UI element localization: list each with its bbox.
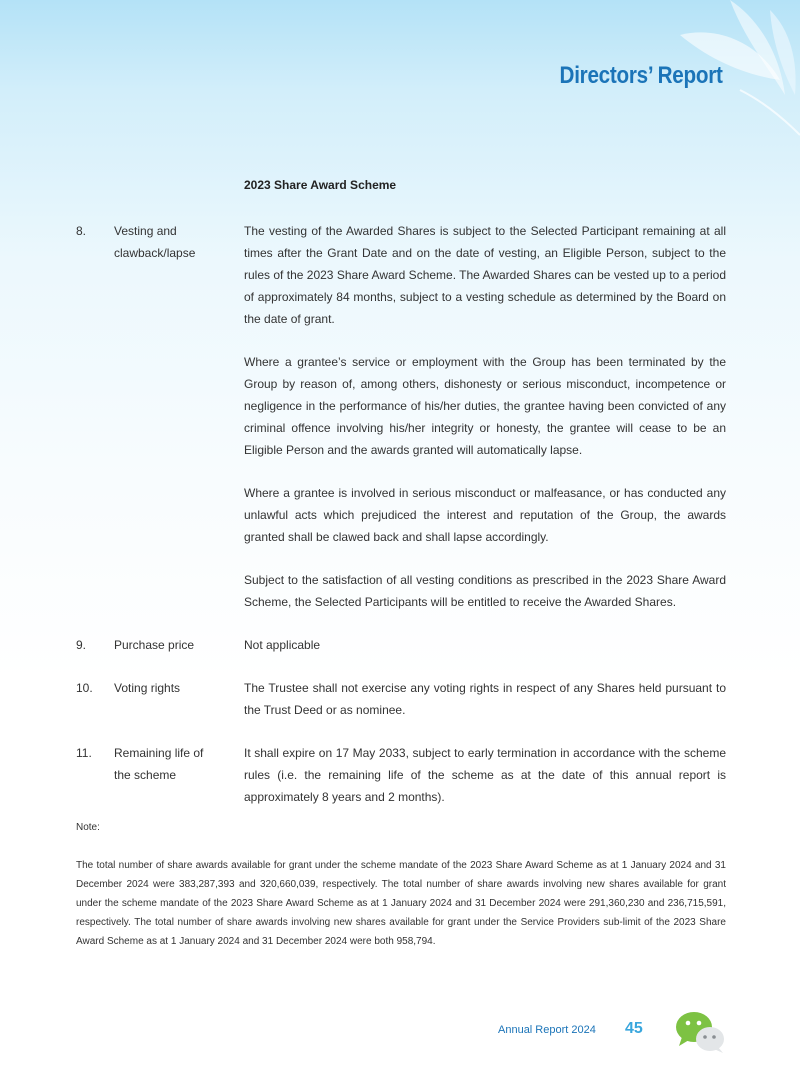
list-item (76, 220, 726, 613)
item-number: 9. (76, 638, 87, 652)
item-number: 11. (76, 746, 92, 760)
note-label: Note: (76, 822, 100, 833)
list-item (76, 677, 726, 721)
item-paragraph: Where a grantee is involved in serious misconduct or malfeasance, or has conducted any unlawful acts which prejudiced the interest and reputation of the Group, the awards granted shall be clawed back and shall lapse accordingly. (244, 486, 726, 544)
wechat-logo-icon (674, 1010, 726, 1054)
item-label: Vesting and clawback/lapse (114, 224, 196, 260)
list-item (76, 634, 726, 656)
item-paragraph: Where a grantee’s service or employment with the Group has been terminated by the Group by reason of, among others, dishonesty or serious misconduct, incompetence or negligence in the performance of his/her duties, the grantee having been convicted of any criminal offence involving his/her integrity or honesty, the grantee will cease to be an Eligible Person and the awards granted will automatically lapse. (244, 355, 726, 457)
item-body (244, 742, 726, 808)
page-title: Directors’ Report (559, 62, 723, 89)
item-paragraph: Subject to the satisfaction of all vesting conditions as prescribed in the 2023 Share Award Scheme, the Selected Participants will be entitled to receive the Awarded Shares. (244, 573, 726, 609)
footer-report-label: Annual Report 2024 (498, 1024, 596, 1036)
item-label: Purchase price (114, 638, 195, 652)
list-item (76, 742, 726, 808)
item-paragraph: The vesting of the Awarded Shares is subject to the Selected Participant remaining at all times after the Grant Date and on the date of vesting, an Eligible Person, subject to the rules of the 2023 Share Award Scheme. The Awarded Shares can be vested up to a period of approximately 84 months, subject to a vesting schedule as determined by the Board on the date of grant. (244, 224, 726, 326)
scheme-items-list (76, 220, 726, 829)
item-paragraph: It shall expire on 17 May 2033, subject to early termination in accordance with the scheme rules (i.e. the remaining life of the scheme as at the date of this annual report is approximately 8 years and 2 months). (244, 746, 726, 804)
note-text: The total number of share awards available for grant under the scheme mandate of the 2023 Share Award Scheme as at 1 January 2024 and 31 December 2024 were 383,287,393 and 320,660,039, respectively. The total number of share awards involving new shares available for grant under the scheme mandate of the 2023 Share Award Scheme as at 1 January 2024 and 31 December 2024 were 291,360,230 and 236,715,591, respectively. The total number of share awards involving new shares available for grant under the Service Providers sub-limit of the 2023 Share Award Scheme as at 1 January 2024 and 31 December 2024 were both 958,794. (76, 860, 726, 947)
item-paragraph: The Trustee shall not exercise any voting rights in respect of any Shares held pursuant to the Trust Deed or as nominee. (244, 681, 726, 717)
item-label: Voting rights (114, 681, 181, 695)
section-heading: 2023 Share Award Scheme (244, 178, 397, 192)
item-body (244, 677, 726, 721)
item-label: Remaining life of the scheme (114, 746, 204, 782)
item-body (244, 220, 726, 613)
item-paragraph: Not applicable (244, 638, 321, 652)
item-number: 8. (76, 224, 87, 238)
item-number: 10. (76, 681, 93, 695)
item-body (244, 634, 726, 656)
page-number: 45 (625, 1020, 643, 1037)
